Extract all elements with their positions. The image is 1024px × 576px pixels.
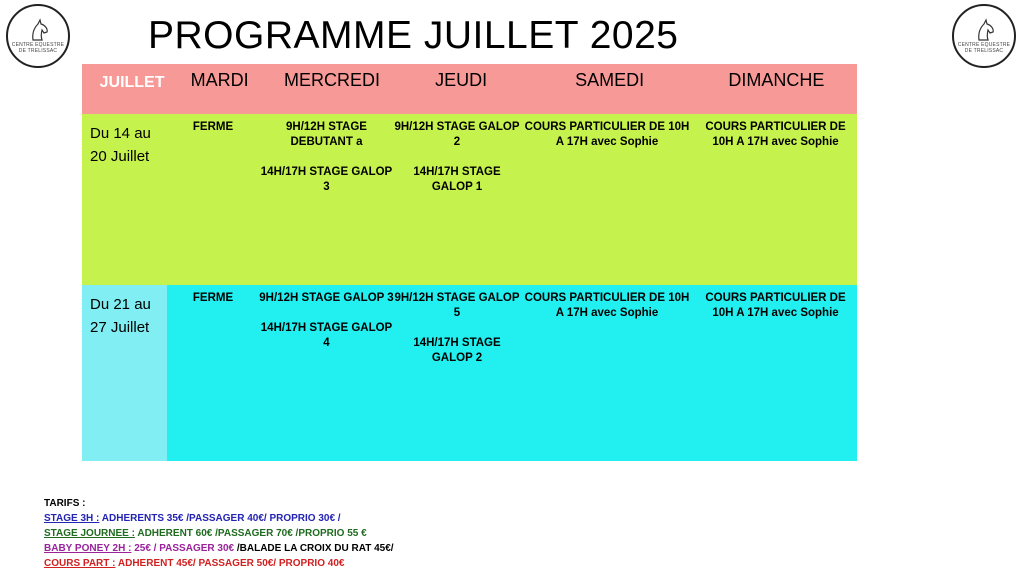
afternoon-session: 14H/17H STAGE GALOP 1 bbox=[413, 166, 501, 193]
header-month: JUILLET bbox=[99, 74, 165, 91]
morning-session: 9H/12H STAGE GALOP 2 bbox=[394, 121, 520, 148]
jeudi-cell bbox=[394, 285, 520, 461]
mardi-cell: FERME bbox=[192, 121, 234, 133]
tarif-line-journee bbox=[44, 526, 394, 541]
samedi-cell: COURS PARTICULIER DE 10H A 17H avec Sophie bbox=[524, 292, 690, 319]
dimanche-cell: COURS PARTICULIER DE 10H A 17H avec Sophie bbox=[705, 121, 846, 148]
afternoon-session: 14H/17H STAGE GALOP 2 bbox=[413, 337, 501, 364]
header-dimanche: DIMANCHE bbox=[728, 70, 825, 90]
tarif-line-stage3h bbox=[44, 511, 394, 526]
dimanche-cell: COURS PARTICULIER DE 10H A 17H avec Sophie bbox=[705, 292, 846, 319]
header-jeudi: JEUDI bbox=[435, 70, 488, 90]
header-samedi: SAMEDI bbox=[575, 70, 645, 90]
morning-session: 9H/12H STAGE DEBUTANT a bbox=[286, 121, 367, 148]
logo-right bbox=[952, 4, 1016, 68]
tarif-prices: ADHERENT 60€ /PASSAGER 70€ /PROPRIO 55 € bbox=[134, 528, 367, 539]
week-period: Du 14 au 20 Juillet bbox=[90, 125, 151, 165]
afternoon-session: 14H/17H STAGE GALOP 4 bbox=[260, 322, 393, 349]
tarifs-section bbox=[44, 496, 394, 571]
mardi-cell: FERME bbox=[192, 292, 234, 304]
jeudi-cell bbox=[394, 114, 520, 285]
samedi-cell: COURS PARTICULIER DE 10H A 17H avec Sophie bbox=[524, 121, 690, 148]
mercredi-cell bbox=[259, 285, 394, 461]
table-header bbox=[82, 64, 857, 114]
tarifs-heading: TARIFS : bbox=[44, 498, 86, 509]
tarif-label: COURS PART : bbox=[44, 558, 116, 569]
tarif-label: BABY PONEY 2H : bbox=[44, 543, 132, 554]
tarif-prices: ADHERENTS 35€ /PASSAGER 40€/ PROPRIO 30€ / bbox=[99, 513, 341, 524]
morning-session: 9H/12H STAGE GALOP 3 bbox=[259, 292, 394, 304]
horse-head-icon bbox=[25, 18, 51, 42]
header-mardi: MARDI bbox=[190, 70, 249, 90]
table-row bbox=[82, 114, 857, 285]
tarif-line-baby-poney bbox=[44, 541, 394, 556]
horse-head-icon bbox=[971, 18, 997, 42]
header-mercredi: MERCREDI bbox=[283, 70, 380, 90]
tarif-prices: ADHERENT 45€/ PASSAGER 50€/ PROPRIO 40€ bbox=[115, 558, 345, 569]
tarif-line-cours-part bbox=[44, 556, 394, 571]
tarif-prices: 25€ / PASSAGER 30€ bbox=[131, 543, 235, 554]
morning-session: 9H/12H STAGE GALOP 5 bbox=[394, 292, 520, 319]
week-period: Du 21 au 27 Juillet bbox=[82, 285, 167, 461]
mercredi-cell bbox=[259, 114, 394, 285]
afternoon-session: 14H/17H STAGE GALOP 3 bbox=[260, 166, 393, 193]
page-title: PROGRAMME JUILLET 2025 bbox=[148, 14, 679, 57]
tarif-label: STAGE 3H : bbox=[44, 513, 100, 524]
logo-text: CENTRE EQUESTRE DE TRELISSAC bbox=[957, 42, 1011, 54]
logo-left bbox=[6, 4, 70, 68]
logo-text: CENTRE EQUESTRE DE TRELISSAC bbox=[11, 42, 65, 54]
table-row bbox=[82, 285, 857, 461]
tarif-label: STAGE JOURNEE : bbox=[44, 528, 135, 539]
tarif-extra: /BALADE LA CROIX DU RAT 45€/ bbox=[234, 543, 394, 554]
schedule-table bbox=[82, 64, 857, 461]
